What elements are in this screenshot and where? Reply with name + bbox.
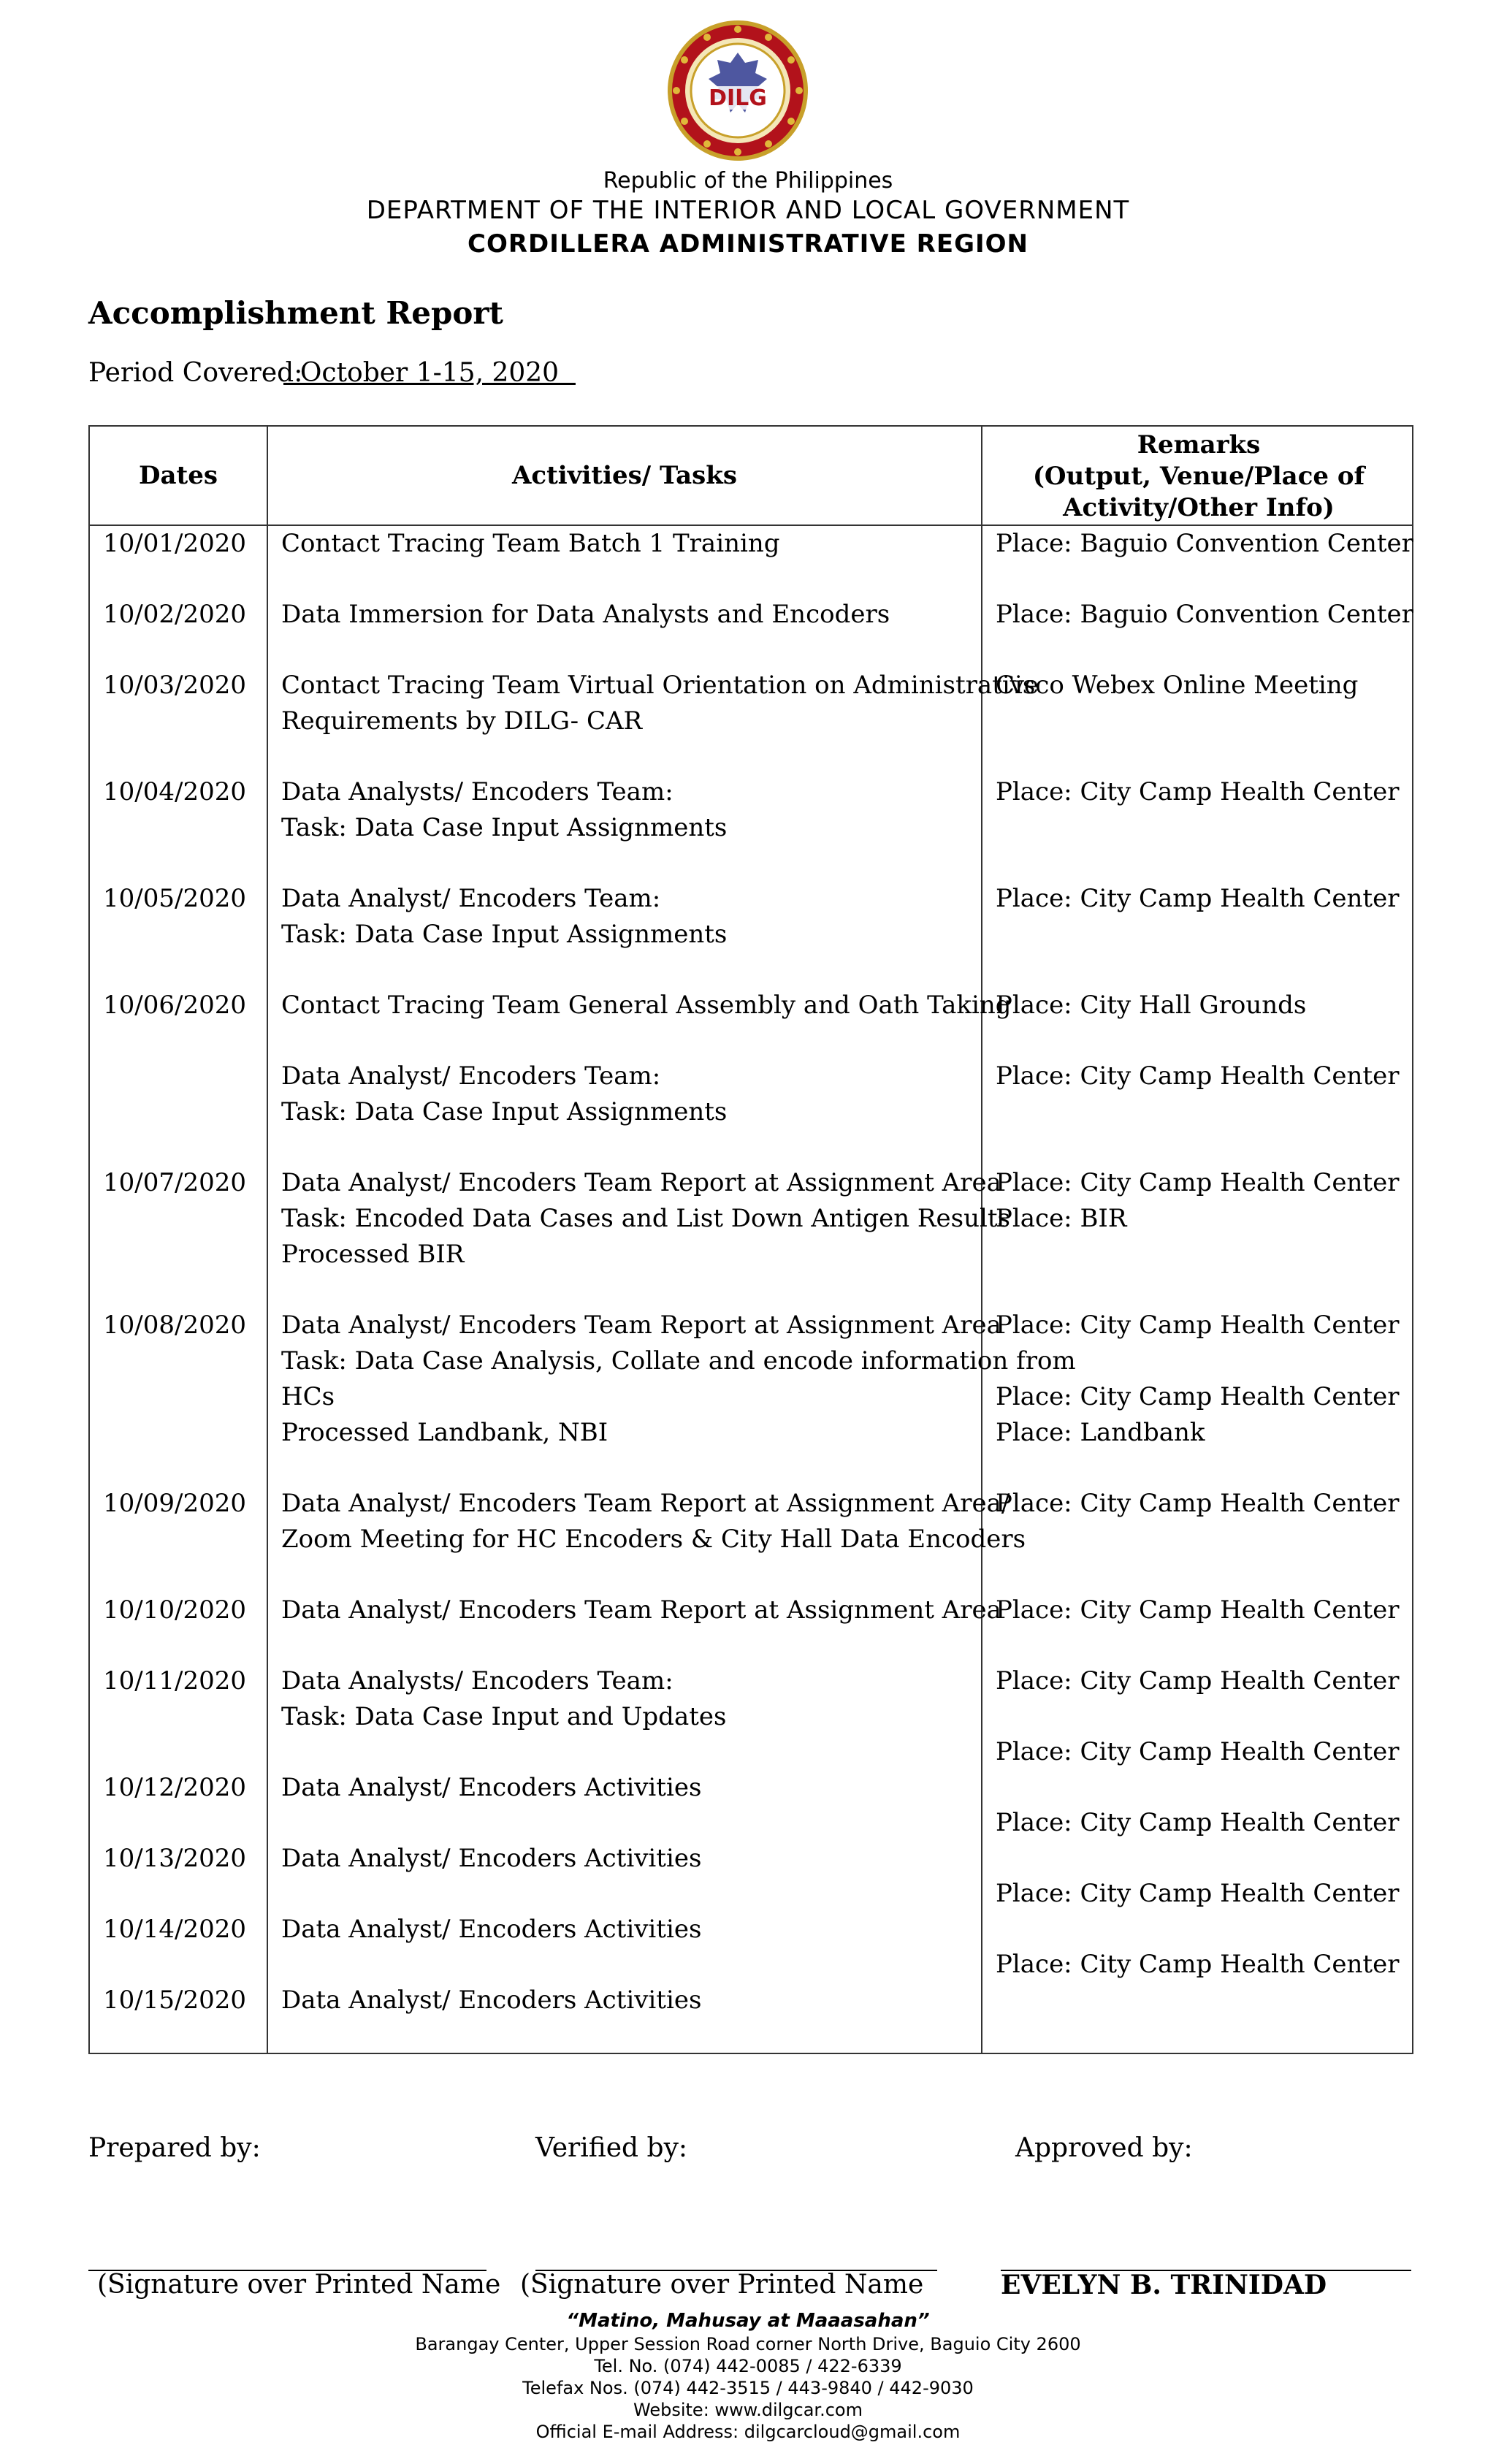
footer-motto: “Matino, Mahusay at Maaasahan”	[566, 2310, 930, 2332]
header-dates: Dates	[139, 461, 218, 490]
date-cell: 10/09/2020	[103, 1489, 246, 1518]
period-label: Period Covered:	[88, 358, 303, 388]
date-cell: 10/07/2020	[103, 1168, 246, 1197]
date-cell: 10/02/2020	[103, 600, 246, 629]
activity-line: Data Analyst/ Encoders Team Report at Assignment Area	[281, 1311, 1001, 1340]
footer-email: Official E-mail Address: dilgcarcloud@gmail.com	[535, 2422, 961, 2442]
activity-line: Data Analyst/ Encoders Activities	[281, 1986, 702, 2015]
activity-line: Contact Tracing Team General Assembly and Oath Taking	[281, 991, 1012, 1020]
date-cell: 10/03/2020	[103, 671, 246, 700]
activity-line: Data Analyst/ Encoders Team Report at Assignment Area	[281, 1168, 1001, 1197]
activity-line: Data Analyst/ Encoders Activities	[281, 1844, 702, 1873]
remarks-line: Place: City Camp Health Center	[996, 1595, 1400, 1625]
activity-line: Processed BIR	[281, 1240, 465, 1269]
approved-by-label: Approved by:	[1015, 2133, 1193, 2163]
header-remarks	[982, 430, 1415, 524]
activity-line: Contact Tracing Team Virtual Orientation on Administrative	[281, 671, 1039, 700]
remarks-line: Place: City Camp Health Center	[996, 1489, 1400, 1518]
footer-address: Barangay Center, Upper Session Road corner North Drive, Baguio City 2600	[415, 2334, 1081, 2354]
column-divider	[267, 427, 268, 2053]
footer-tel: Tel. No. (074) 442-0085 / 422-6339	[594, 2356, 902, 2376]
remarks-line: Place: City Camp Health Center	[996, 1808, 1400, 1837]
remarks-line: Place: City Camp Health Center	[996, 1950, 1400, 1979]
activity-line: Task: Encoded Data Cases and List Down Antigen Results	[281, 1204, 1010, 1233]
remarks-line: Cisco Webex Online Meeting	[996, 671, 1359, 700]
date-cell: 10/15/2020	[103, 1986, 246, 2015]
activity-line: Data Analysts/ Encoders Team:	[281, 1666, 673, 1696]
activity-line: Requirements by DILG- CAR	[281, 706, 643, 736]
date-cell: 10/08/2020	[103, 1311, 246, 1340]
report-title: Accomplishment Report	[88, 295, 503, 331]
remarks-line: Place: City Camp Health Center	[996, 1311, 1400, 1340]
activity-line: Task: Data Case Input Assignments	[281, 1097, 728, 1126]
header-activities: Activities/ Tasks	[512, 461, 737, 490]
republic-line: Republic of the Philippines	[603, 168, 893, 194]
date-cell: 10/04/2020	[103, 777, 246, 806]
remarks-line: Place: City Camp Health Center	[996, 1879, 1400, 1908]
header-remarks-line: (Output, Venue/Place of	[1032, 462, 1365, 491]
date-cell: 10/01/2020	[103, 529, 246, 558]
activity-line: Zoom Meeting for HC Encoders & City Hall Data Encoders	[281, 1525, 1026, 1554]
activity-line: Task: Data Case Analysis, Collate and encode information from	[281, 1346, 1076, 1376]
remarks-line: Place: City Hall Grounds	[996, 991, 1307, 1020]
date-cell: 10/05/2020	[103, 884, 246, 913]
activity-line: Data Analyst/ Encoders Team:	[281, 1061, 661, 1091]
remarks-line: Place: City Camp Health Center	[996, 777, 1400, 806]
verified-signature-name: (Signature over Printed Name	[520, 2270, 924, 2300]
remarks-line: Place: Baguio Convention Center	[996, 529, 1413, 558]
prepared-by-label: Prepared by:	[88, 2133, 261, 2163]
approver-name: EVELYN B. TRINIDAD	[1001, 2270, 1327, 2300]
activity-line: Task: Data Case Input and Updates	[281, 1702, 727, 1731]
period-value: October 1-15, 2020	[283, 358, 576, 388]
department-name: DEPARTMENT OF THE INTERIOR AND LOCAL GOVERNMENT	[366, 196, 1130, 225]
activity-line: Data Immersion for Data Analysts and Encoders	[281, 600, 890, 629]
date-cell: 10/12/2020	[103, 1773, 246, 1802]
remarks-line: Place: Landbank	[996, 1418, 1205, 1447]
date-cell: 10/11/2020	[103, 1666, 246, 1696]
activity-line: Data Analyst/ Encoders Team:	[281, 884, 661, 913]
dilg-seal-logo	[665, 18, 811, 164]
header-remarks-line: Remarks	[1137, 430, 1261, 459]
remarks-line: Place: City Camp Health Center	[996, 1382, 1400, 1411]
activity-line: Data Analyst/ Encoders Activities	[281, 1915, 702, 1944]
activity-line: Data Analyst/ Encoders Team Report at Assignment Area/	[281, 1489, 1010, 1518]
activity-line: Contact Tracing Team Batch 1 Training	[281, 529, 780, 558]
activity-line: Data Analysts/ Encoders Team:	[281, 777, 673, 806]
accomplishment-table	[88, 425, 1413, 2054]
activity-line: Processed Landbank, NBI	[281, 1418, 608, 1447]
activity-line: Data Analyst/ Encoders Team Report at Assignment Area	[281, 1595, 1001, 1625]
activity-line: Task: Data Case Input Assignments	[281, 813, 728, 842]
remarks-line: Place: City Camp Health Center	[996, 1168, 1400, 1197]
remarks-line: Place: City Camp Health Center	[996, 1061, 1400, 1091]
date-cell: 10/14/2020	[103, 1915, 246, 1944]
activity-line: HCs	[281, 1382, 335, 1411]
activity-line: Data Analyst/ Encoders Activities	[281, 1773, 702, 1802]
logo-text: DILG	[709, 85, 767, 111]
header-remarks-line: Activity/Other Info)	[1063, 493, 1335, 522]
verified-by-label: Verified by:	[535, 2133, 688, 2163]
date-cell: 10/13/2020	[103, 1844, 246, 1873]
remarks-line: Place: City Camp Health Center	[996, 1737, 1400, 1766]
date-cell: 10/10/2020	[103, 1595, 246, 1625]
footer-website: Website: www.dilgcar.com	[633, 2400, 863, 2420]
region-name: CORDILLERA ADMINISTRATIVE REGION	[468, 229, 1028, 259]
remarks-line: Place: City Camp Health Center	[996, 1666, 1400, 1696]
date-cell: 10/06/2020	[103, 991, 246, 1020]
activity-line: Task: Data Case Input Assignments	[281, 920, 728, 949]
remarks-line: Place: Baguio Convention Center	[996, 600, 1413, 629]
remarks-line: Place: BIR	[996, 1204, 1127, 1233]
remarks-line: Place: City Camp Health Center	[996, 884, 1400, 913]
footer-telefax: Telefax Nos. (074) 442-3515 / 443-9840 / 442-9030	[522, 2378, 974, 2398]
prepared-signature-name: (Signature over Printed Name	[97, 2270, 501, 2300]
